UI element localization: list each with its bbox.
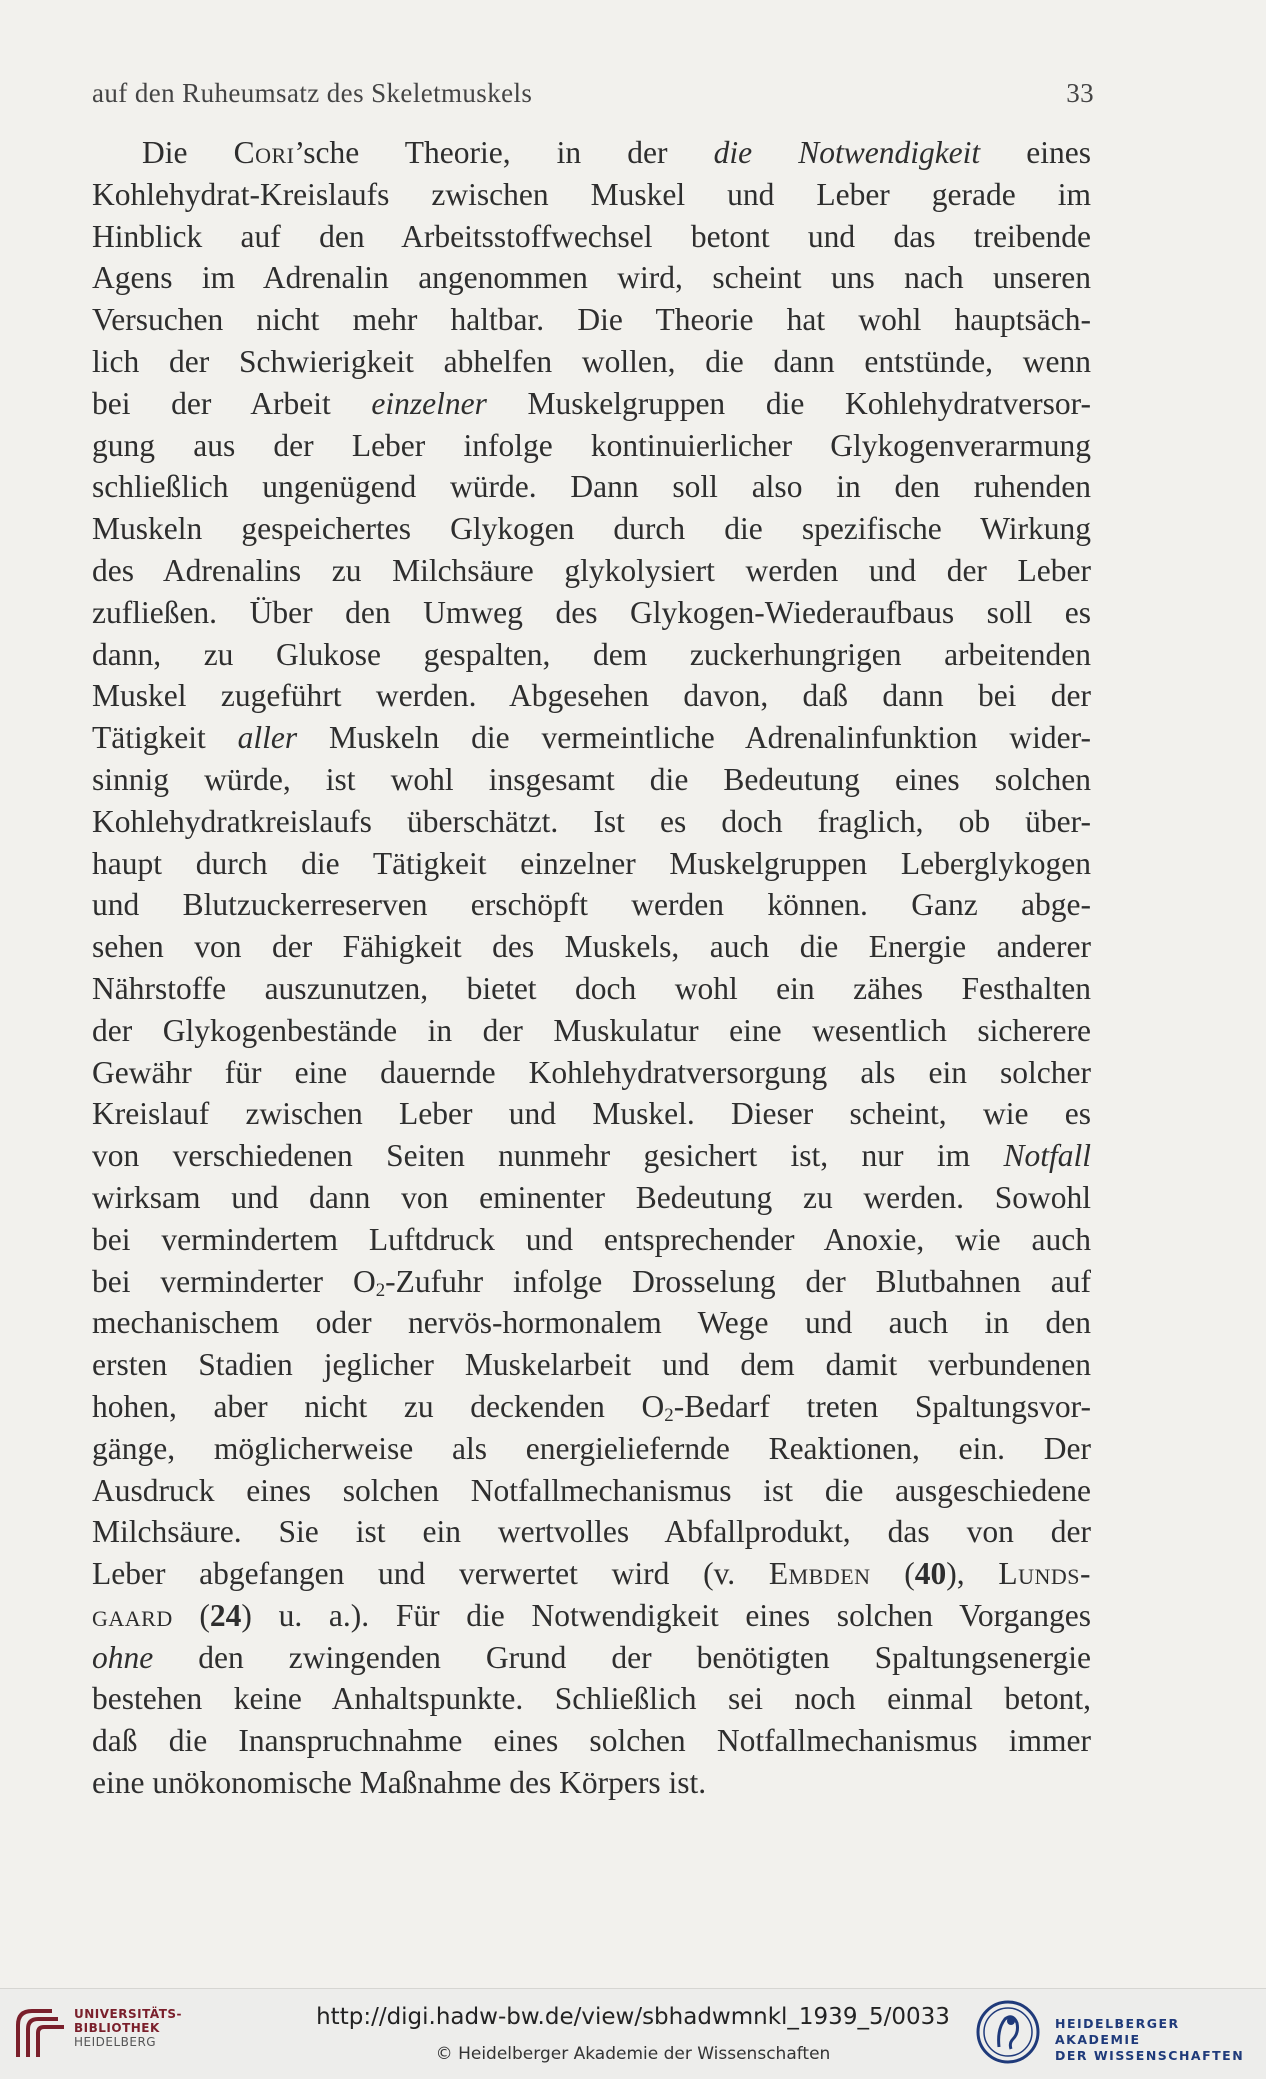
text-line: und Blutzuckerreserven erschöpft werden können. Ganz abge- bbox=[92, 887, 1091, 923]
text-line: von verschiedenen Seiten nunmehr gesichert ist, nur im Notfall bbox=[92, 1138, 1091, 1174]
text-line: gänge, möglicherweise als energieliefernde Reaktionen, ein. Der bbox=[92, 1430, 1091, 1466]
text-line: bestehen keine Anhaltspunkte. Schließlich sei noch einmal betont, bbox=[92, 1681, 1091, 1717]
text-line: gung aus der Leber infolge kontinuierlicher Glykogenverarmung bbox=[92, 427, 1091, 463]
running-head: auf den Ruheumsatz des Skeletmuskels bbox=[92, 78, 533, 108]
text-line: haupt durch die Tätigkeit einzelner Muskelgruppen Leberglykogen bbox=[92, 845, 1091, 881]
library-name: UNIVERSITÄTS- BIBLIOTHEK HEIDELBERG bbox=[74, 2007, 183, 2049]
text-line: Muskeln gespeichertes Glykogen durch die spezifische Wirkung bbox=[92, 511, 1091, 547]
text-line: Kohlehydratkreislaufs überschätzt. Ist es doch fraglich, ob über- bbox=[92, 803, 1091, 839]
text-line: Muskel zugeführt werden. Abgesehen davon, daß dann bei der bbox=[92, 678, 1091, 714]
author-name: Embden bbox=[768, 1556, 871, 1592]
text-line: Versuchen nicht mehr haltbar. Die Theorie hat wohl hauptsäch- bbox=[92, 302, 1091, 338]
digitization-footer bbox=[0, 1988, 1266, 2079]
text-line: bei vermindertem Luftdruck und entsprechender Anoxie, wie auch bbox=[92, 1221, 1091, 1257]
text-line: eine unökonomische Maßnahme des Körpers ist. bbox=[92, 1765, 707, 1801]
text-line: sinnig würde, ist wohl insgesamt die Bedeutung eines solchen bbox=[92, 761, 1091, 797]
text-line: Kreislauf zwischen Leber und Muskel. Dieser scheint, wie es bbox=[92, 1096, 1091, 1132]
text-line: Agens im Adrenalin angenommen wird, scheint uns nach unseren bbox=[92, 260, 1091, 296]
text-line: Gewähr für eine dauernde Kohlehydratversorgung als ein solcher bbox=[92, 1054, 1091, 1090]
text-line: Nährstoffe auszunutzen, bietet doch wohl ein zähes Festhalten bbox=[92, 970, 1091, 1006]
emphasis: die Notwendigkeit bbox=[713, 135, 981, 170]
academy-name: HEIDELBERGER AKADEMIE DER WISSENSCHAFTEN bbox=[1055, 2016, 1245, 2063]
text-line: des Adrenalins zu Milchsäure glykolysiert werden und der Leber bbox=[92, 552, 1091, 588]
text-line: Kohlehydrat-Kreislaufs zwischen Muskel und Leber gerade im bbox=[92, 176, 1091, 212]
text-line: wirksam und dann von eminenter Bedeutung zu werden. Sowohl bbox=[92, 1179, 1091, 1215]
text-line: schließlich ungenügend würde. Dann soll also in den ruhenden bbox=[92, 469, 1091, 505]
text-line: der Glykogenbestände in der Muskulatur eine wesentlich sicherere bbox=[92, 1012, 1091, 1048]
text-line: lich der Schwierigkeit abhelfen wollen, die dann entstünde, wenn bbox=[92, 343, 1091, 379]
text-line: bei verminderter $O_2$-Zufuhr infolge Drosselung der Blutbahnen auf bbox=[92, 1263, 1091, 1301]
text-line: Die Cori’sche Theorie, in der die Notwendigkeit eines bbox=[142, 135, 1091, 170]
text-line: bei der Arbeit einzelner Muskelgruppen die Kohlehydratversor- bbox=[92, 385, 1091, 421]
text-line: Tätigkeit aller Muskeln die vermeintliche Adrenalinfunktion wider- bbox=[92, 720, 1091, 756]
text-line: zufließen. Über den Umweg des Glykogen-Wiederaufbaus soll es bbox=[92, 594, 1091, 630]
reference-number: 24 bbox=[209, 1597, 242, 1633]
text-line: sehen von der Fähigkeit des Muskels, auch die Energie anderer bbox=[92, 929, 1091, 965]
text-line: Hinblick auf den Arbeitsstoffwechsel betont und das treibende bbox=[92, 218, 1091, 254]
text-line: Milchsäure. Sie ist ein wertvolles Abfallprodukt, das von der bbox=[92, 1514, 1091, 1550]
text-line: Leber abgefangen und verwertet wird (v. Embden (40), Lunds- bbox=[92, 1556, 1091, 1592]
reference-number: 40 bbox=[914, 1556, 947, 1592]
emphasis: ohne bbox=[92, 1639, 154, 1675]
source-url-link[interactable]: http://digi.hadw-bw.de/view/sbhadwmnkl_1939_5/0033 bbox=[316, 2004, 950, 2030]
author-name: Cori bbox=[233, 135, 295, 170]
subscript: 2 bbox=[375, 1279, 386, 1301]
subscript: 2 bbox=[664, 1404, 674, 1426]
page-number: 33 bbox=[1066, 78, 1094, 108]
text-line: hohen, aber nicht zu deckenden $O_2$-Bedarf treten Spaltungsvor- bbox=[92, 1388, 1091, 1426]
text-line: daß die Inanspruchnahme eines solchen Notfallmechanismus immer bbox=[92, 1723, 1091, 1759]
body-paragraph bbox=[92, 132, 1091, 1804]
text-line: Ausdruck eines solchen Notfallmechanismus ist die ausgeschiedene bbox=[92, 1472, 1091, 1508]
copyright-notice: © Heidelberger Akademie der Wissenschaften bbox=[435, 2044, 831, 2064]
emphasis: Notfall bbox=[1003, 1138, 1091, 1174]
emphasis: aller bbox=[237, 720, 298, 756]
author-name: Lunds- bbox=[998, 1556, 1091, 1592]
text-line: ohne den zwingenden Grund der benötigten Spaltungsenergie bbox=[92, 1639, 1091, 1675]
author-name: gaard bbox=[92, 1597, 173, 1633]
academy-seal-icon bbox=[975, 1999, 1041, 2065]
text-line: dann, zu Glukose gespalten, dem zuckerhungrigen arbeitenden bbox=[92, 636, 1091, 672]
emphasis: einzelner bbox=[371, 385, 487, 421]
text-line: ersten Stadien jeglicher Muskelarbeit und dem damit verbundenen bbox=[92, 1347, 1091, 1383]
text-line: gaard (24) u. a.). Für die Notwendigkeit eines solchen Vorganges bbox=[92, 1597, 1091, 1633]
text-line: mechanischem oder nervös-hormonalem Wege und auch in den bbox=[92, 1305, 1091, 1341]
